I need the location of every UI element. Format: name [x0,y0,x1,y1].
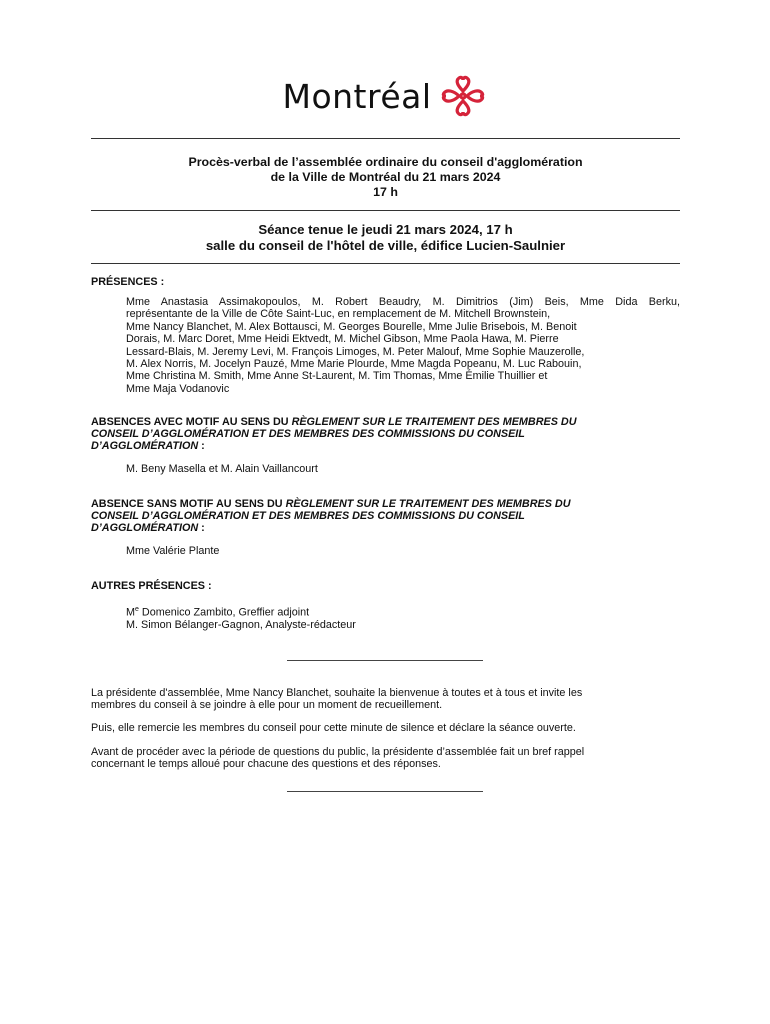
top-divider [91,138,680,139]
paragraph-welcome: La présidente d'assemblée, Mme Nancy Blanchet, souhaite la bienvenue à toutes et à tous et invite les membres du conseil à se joindre à elle pour un moment de recueillement. [91,687,583,712]
autres-line-2: M. Simon Bélanger-Gagnon, Analyste-rédacteur [126,619,356,631]
presences-line: Mme Christina M. Smith, Mme Anne St-Laurent, M. Tim Thomas, Mme Émilie Thuillier et [126,370,548,383]
absences-motif-names: M. Beny Masella et M. Alain Vaillancourt [126,463,318,475]
session-divider [91,263,680,264]
presences-line: Dorais, M. Marc Doret, Mme Heidi Ektvedt, M. Michel Gibson, Mme Paola Hawa, M. Pierre [126,333,559,346]
presences-line: Lessard-Blais, M. Jeremy Levi, M. François Limoges, M. Peter Malouf, Mme Sophie Mauzerolle, [126,345,585,358]
presences-line: Mme Nancy Blanchet, M. Alex Bottausci, M. Georges Bourelle, Mme Julie Brisebois, M. Benoit [126,320,577,333]
separator-line [287,791,483,792]
title-divider [91,210,680,211]
title-line-2: de la Ville de Montréal du 21 mars 2024 [270,170,501,184]
rosette-icon [438,73,488,119]
presences-line: représentante de la Ville de Côte Saint-Luc, en remplacement de M. Mitchell Brownstein, [126,308,551,321]
document-title [91,155,680,200]
autres-presences-list [126,604,680,631]
logo-wordmark: Montréal [282,76,432,116]
title-line-1: Procès-verbal de l’assemblée ordinaire du conseil d'agglomération [188,155,583,169]
autres-presences-heading: AUTRES PRÉSENCES : [91,580,212,592]
presences-list [126,296,680,395]
session-line-2: salle du conseil de l'hôtel de ville, édifice Lucien-Saulnier [205,238,566,253]
separator-line [287,660,483,661]
session-line-1: Séance tenue le jeudi 21 mars 2024, 17 h [258,222,513,237]
presences-line: M. Alex Norris, M. Jocelyn Pauzé, Mme Marie Plourde, Mme Magda Popeanu, M. Luc Rabouin, [126,358,582,371]
title-line-3: 17 h [373,185,398,199]
presences-line: Mme Anastasia Assimakopoulos, M. Robert Beaudry, M. Dimitrios (Jim) Beis, Mme Dida Berku, [126,296,680,308]
paragraph-opening: Puis, elle remercie les membres du conseil pour cette minute de silence et déclare la séance ouverte. [91,722,576,734]
absences-motif-heading: ABSENCES AVEC MOTIF AU SENS DU RÈGLEMENT SUR LE TRAITEMENT DES MEMBRES DU CONSEIL D’AGGLOMÉRATION ET DES MEMBRES DES COMMISSIONS DU CONSEIL D’AGGLOMÉRATION : [91,416,577,452]
session-info [91,222,680,254]
presences-line: Mme Maja Vodanovic [126,382,230,395]
montreal-logo [0,72,770,120]
autres-line-1: Me Domenico Zambito, Greffier adjoint [126,606,310,619]
absence-sans-motif-names: Mme Valérie Plante [126,545,220,557]
paragraph-questions: Avant de procéder avec la période de questions du public, la présidente d’assemblée fait un bref rappel concernant le temps alloué pour chacune des questions et des réponses. [91,746,585,771]
absence-sans-motif-heading: ABSENCE SANS MOTIF AU SENS DU RÈGLEMENT SUR LE TRAITEMENT DES MEMBRES DU CONSEIL D’AGGLOMÉRATION ET DES MEMBRES DES COMMISSIONS DU CONSEIL D’AGGLOMÉRATION : [91,498,571,534]
presences-heading: PRÉSENCES : [91,276,165,288]
